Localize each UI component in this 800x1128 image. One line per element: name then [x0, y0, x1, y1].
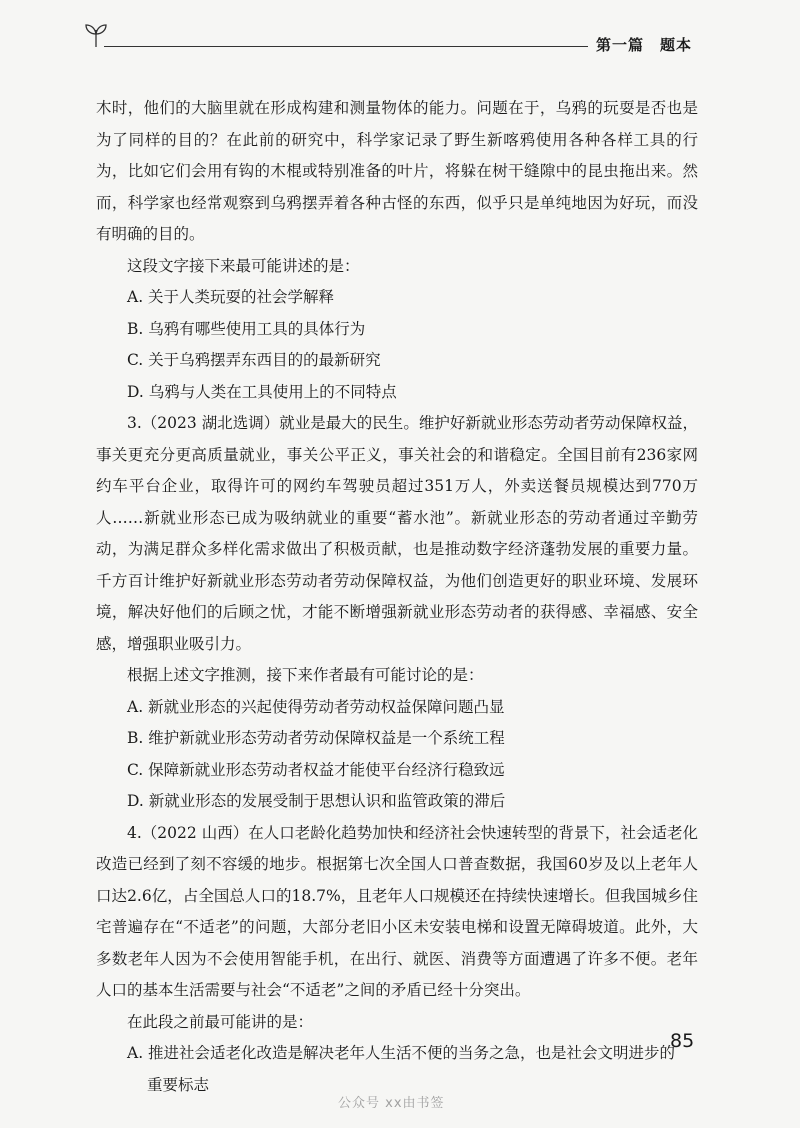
page-header [0, 0, 800, 70]
header-rule [104, 46, 588, 47]
q2-option-a: A. 关于人类玩耍的社会学解释 [127, 288, 335, 306]
q2-option-b: B. 乌鸦有哪些使用工具的具体行为 [127, 319, 366, 338]
page-number: 85 [670, 1030, 695, 1052]
q3-option-c: C. 保障新就业形态劳动者权益才能使平台经济行稳致远 [127, 760, 505, 779]
q3-text: 3.（2023 湖北选调）就业是最大的民生。维护好新就业形态劳动者劳动保障权益，事关更充分更高质量就业，事关公平正义，事关社会的和谐稳定。全国目前有236家网约车平台企业，取得许可的网约车驾驶员超过351万人，外卖送餐员规模达到770万人……新就业形态已成为吸纳就业的重要“蓄水池”。新就业形态的劳动者通过辛勤劳动，为满足群众多样化需求做出了积极贡献，也是推动数字经济蓬勃发展的重要力量。千方百计维护好新就业形态劳动者劳动保障权益，为他们创造更好的职业环境、发展环境，解决好他们的后顾之忧，才能不断增强新就业形态劳动者的获得感、幸福感、安全感，增强职业吸引力。 [96, 414, 698, 653]
q4-text: 4.（2022 山西）在人口老龄化趋势加快和经济社会快速转型的背景下，社会适老化改造已经到了刻不容缓的地步。根据第七次全国人口普查数据，我国60岁及以上老年人口达2.6亿，占全国总人口的18.7%，且老年人口规模还在持续快速增长。但我国城乡住宅普遍存在“不适老”的问题，大部分老旧小区未安装电梯和设置无障碍坡道。此外，大多数老年人因为不会使用智能手机，在出行、就医、消费等方面遭遇了许多不便。老年人口的基本生活需要与社会“不适老”之间的矛盾已经十分突出。 [96, 823, 698, 999]
q3-option-a: A. 新就业形态的兴起使得劳动者劳动权益保障问题凸显 [127, 697, 505, 716]
q2-option-d: D. 乌鸦与人类在工具使用上的不同特点 [127, 382, 397, 401]
q4-option-a: A. 推进社会适老化改造是解决老年人生活不便的当务之急，也是社会文明进步的 [127, 1044, 676, 1062]
section-title: 第一篇 题本 [596, 36, 693, 54]
watermark: 公众号 xx由书签 [338, 1096, 445, 1111]
q4-option-a-continued: 重要标志 [147, 1075, 210, 1094]
page-content [96, 93, 698, 1101]
q3-option-b: B. 维护新就业形态劳动者劳动保障权益是一个系统工程 [127, 729, 505, 747]
q2-prompt: 这段文字接下来最可能讲述的是： [127, 256, 360, 275]
q3-option-d: D. 新就业形态的发展受制于思想认识和监管政策的滞后 [127, 792, 506, 810]
leaf-icon [84, 22, 108, 48]
q4-prompt: 在此段之前最可能讲的是： [127, 1012, 314, 1031]
intro-paragraph: 木时，他们的大脑里就在形成构建和测量物体的能力。问题在于，乌鸦的玩耍是否也是为了同样的目的？在此前的研究中，科学家记录了野生新喀鸦使用各种各样工具的行为，比如它们会用有钩的木棍或特别准备的叶片，将躲在树干缝隙中的昆虫拖出来。然而，科学家也经常观察到乌鸦摆弄着各种古怪的东西，似乎只是单纯地因为好玩，而没有明确的目的。 [96, 99, 698, 243]
q2-option-c: C. 关于乌鸦摆弄东西目的的最新研究 [127, 351, 381, 369]
q3-prompt: 根据上述文字推测，接下来作者最有可能讨论的是： [127, 666, 484, 684]
